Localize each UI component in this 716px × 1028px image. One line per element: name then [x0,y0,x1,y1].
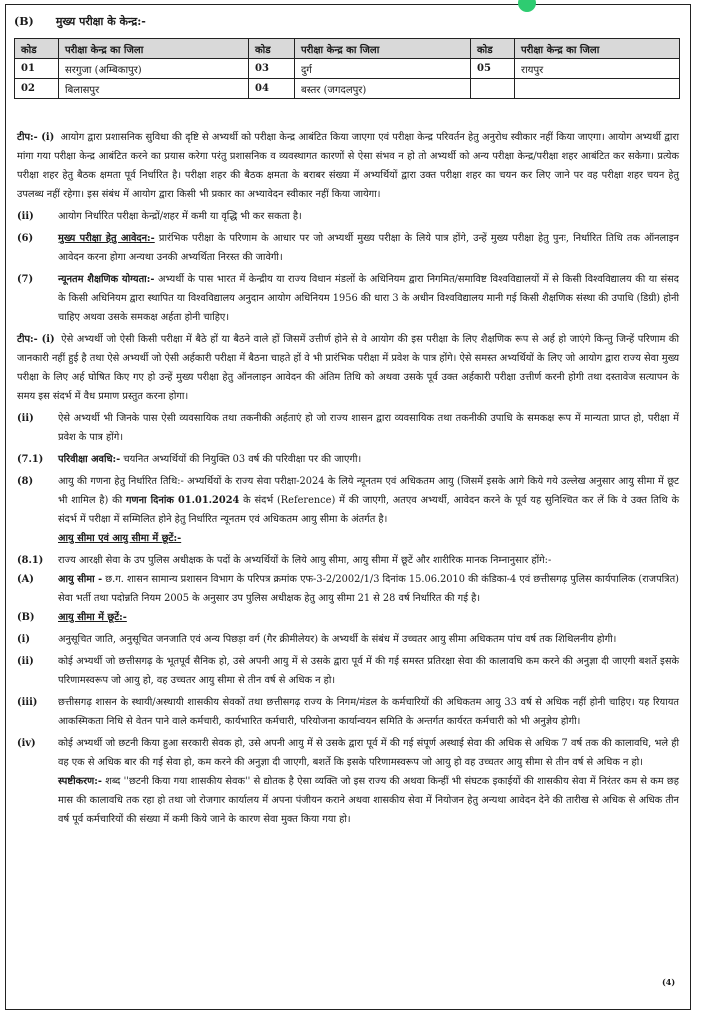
paragraph [17,734,679,772]
paragraph-text: राज्य आरक्षी सेवा के उप पुलिस अधीक्षक के पदों के अभ्यर्थियों के लिये आयु सीमा, आयु सीमा में छूटें और शारीरिक मानक निम्नानुसार होंगे:- [58,555,552,566]
age-limit-heading: आयु सीमा एवं आयु सीमा में छूटें:- [58,533,182,544]
table-header-cell: कोड [15,39,59,59]
paragraph-label: (B) [17,612,35,623]
paragraph [17,450,679,469]
paragraph [17,229,679,267]
table-cell: 01 [15,59,59,79]
paragraph-label: (iii) [17,697,38,708]
table-cell: 02 [15,79,59,99]
table-row [15,79,680,99]
reference-date: गणना दिनांक 01.01.2024 [125,495,240,506]
table-cell: रायपुर [515,59,680,79]
paragraph-heading: आयु सीमा में छूटें:- [58,612,127,623]
paragraph-label: (7.1) [17,454,44,465]
note-paragraph [17,330,679,406]
table-header-cell: कोड [249,39,295,59]
paragraph-text: आयु की गणना हेतु निर्धारित तिथि:- अभ्यर्थियों के राज्य सेवा परीक्षा-2024 के लिये न्यूनतम एवं अधिकतम आयु (जिसमें इसके आगे किये गये उल्लेख अनुसार आयु सीमा में छूट भी शामिल है) की [58,476,679,506]
paragraph-label: (iv) [17,738,36,749]
table-cell: बस्तर (जगदलपुर) [295,79,471,99]
paragraph [17,409,679,447]
paragraph [17,608,679,627]
table-cell [471,79,515,99]
table-cell: सरगुजा (अम्बिकापुर) [59,59,249,79]
paragraph-label: (8) [17,476,34,487]
paragraph-label: टीप:- (i) [17,132,55,143]
paragraph-label: (i) [17,634,30,645]
paragraph-heading: मुख्य परीक्षा हेतु आवेदन:- [58,233,155,244]
table-header-cell: परीक्षा केन्द्र का जिला [515,39,680,59]
table-header-row [15,39,680,59]
paragraph-label: (8.1) [17,555,44,566]
paragraph-text: अभ्यर्थी के पास भारत में केन्द्रीय या राज्य विधान मंडलों के अधिनियम द्वारा निगमित/समाविष्ट विश्वविद्यालयों में से किसी विश्वविद्यालय की या संसद के किसी अधिनियम द्वारा स्थापित या विश्वविद्यालय अनुदान आयोग अधिनियम 1956 की धारा 3 के अधीन विश्वविद्यालय मानी गई किसी शैक्षणिक संस्था की उपाधि (डिग्री) होनी चाहिए अथवा उसके समकक्ष अर्हता होनी चाहिए। [58,274,679,323]
paragraph [17,630,679,649]
table-cell: 05 [471,59,515,79]
document-body [17,128,679,829]
paragraph-text: अनुसूचित जाति, अनुसूचित जनजाति एवं अन्य पिछड़ा वर्ग (गैर क्रीमीलेयर) के अभ्यर्थी के संबंध में उच्चतर आयु सीमा अधिकतम पांच वर्ष तक शिथिलनीय होगी। [58,634,617,645]
paragraph [17,472,679,529]
paragraph-text: प्रारंभिक परीक्षा के परिणाम के आधार पर जो अभ्यर्थी मुख्य परीक्षा के लिये पात्र होंगे, उन्हें मुख्य परीक्षा हेतु पुनः, निर्धारित तिथि तक ऑनलाइन आवेदन करना होगा अन्यथा उनकी अभ्यर्थिता निरस्त की जावेगी। [58,233,679,263]
paragraph-label: (A) [17,574,34,585]
paragraph-heading: न्यूनतम शैक्षणिक योग्यता:- [58,274,155,285]
paragraph [17,570,679,608]
paragraph-text: ऐसे अभ्यर्थी जो ऐसी किसी परीक्षा में बैठे हों या बैठने वाले हों जिसमें उत्तीर्ण होने से वे आयोग की इस परीक्षा के लिए शैक्षणिक रूप से अर्ह हो जाएंगे किन्तु जिन्हें परिणाम की जानकारी नहीं हुई है तथा ऐसे अभ्यर्थी जो ऐसी अर्हकारी परीक्षा में बैठना चाहते हों वे भी प्रारंभिक परीक्षा में प्रवेश के पात्र होंगे। ऐसे समस्त अभ्यर्थियों के लिए जो आयोग द्वारा राज्य सेवा मुख्य परीक्षा के लिए अर्ह घोषित किए गए हो उन्हें मुख्य परीक्षा हेतु ऑनलाइन आवेदन की अंतिम तिथि को अथवा उसके पूर्व उक्त अर्हकारी परीक्षा उत्तीर्ण करनी होगी तथा दस्तावेज सत्यापन के समय इस संदर्भ में वैध प्रमाण प्रस्तुत करना होगा। [17,334,679,402]
paragraph-label: टीप:- (i) [17,334,55,345]
paragraph-heading: परिवीक्षा अवधि:- [58,454,121,465]
note-paragraph [17,128,679,204]
table-header-cell: कोड [471,39,515,59]
explanation-paragraph [17,772,679,829]
section-title: मुख्य परीक्षा के केन्द्र:- [55,15,146,28]
table-cell [515,79,680,99]
paragraph-text: ऐसे अभ्यर्थी भी जिनके पास ऐसी व्यवसायिक तथा तकनीकी अर्हताएं हो जो राज्य शासन द्वारा व्यवसायिक तथा तकनीकी उपाधि के समकक्ष रूप में मान्यता प्राप्त हो, परीक्षा में प्रवेश के पात्र होंगे। [58,413,679,443]
paragraph-heading: स्पष्टीकरण:- [58,776,102,787]
paragraph-text: शब्द ''छटनी किया गया शासकीय सेवक'' से द्योतक है ऐसा व्यक्ति जो इस राज्य की अथवा किन्हीं भी संघटक इकाईयों की शासकीय सेवा में निरंतर कम से कम छह मास की कालावधि तक रहा हो तथा जो रोजगार कार्यालय में अपना पंजीयन कराने अथवा शासकीय सेवा में नियोजन हेतु अन्यथा आवेदन देने की तारीख से अधिक से अधिक तीन वर्ष पूर्व कर्मचारियों की संख्या में कमी किये जाने के कारण सेवा मुक्त किया गया हो। [58,776,679,825]
table-cell: बिलासपुर [59,79,249,99]
paragraph [17,270,679,327]
paragraph-label: (ii) [17,211,34,222]
table-header-cell: परीक्षा केन्द्र का जिला [59,39,249,59]
table-cell: दुर्ग [295,59,471,79]
paragraph-text: आयोग निर्धारित परीक्षा केन्द्रों/शहर में कमी या वृद्धि भी कर सकता है। [58,211,302,222]
section-heading [14,14,146,29]
paragraph [17,207,679,226]
paragraph-label: (ii) [17,413,34,424]
paragraph [17,652,679,690]
subheading [17,529,679,548]
table-header-cell: परीक्षा केन्द्र का जिला [295,39,471,59]
paragraph-text: कोई अभ्यर्थी जो छटनी किया हुआ सरकारी सेवक हो, उसे अपनी आयु में से उसके द्वारा पूर्व में की गई संपूर्ण अस्थाई सेवा की अधिक से अधिक 7 वर्ष तक की कालावधि, भले ही वह एक से अधिक बार की गई सेवा हो, कम करने की अनुज्ञा दी जाएगी, बशर्ते कि इसके परिणामस्वरूप जो आयु हो वह उच्चतर आयु सीमा से तीन वर्ष से अधिक न हो। [58,738,679,768]
paragraph-text: छ.ग. शासन सामान्य प्रशासन विभाग के परिपत्र क्रमांक एफ-3-2/2002/1/3 दिनांक 15.06.2010 की कंडिका-4 एवं छत्तीसगढ़ पुलिस कार्यपालिक (राजपत्रित) सेवा भर्ती तथा पदोन्नति नियम 2005 के अनुसार उप पुलिस अधीक्षक हेतु आयु सीमा 21 से 28 वर्ष निर्धारित की गई है। [58,574,679,604]
paragraph-heading: आयु सीमा - [58,574,103,585]
table-cell: 04 [249,79,295,99]
table-row [15,59,680,79]
paragraph-text: कोई अभ्यर्थी जो छत्तीसगढ़ के भूतपूर्व सैनिक हो, उसे अपनी आयु में से उसके द्वारा पूर्व में की गई समस्त प्रतिरक्षा सेवा की कालावधि कम करने की अनुज्ञा दी जाएगी बशर्ते इसके परिणामस्वरूप जो आयु हो, वह उच्चतर आयु सीमा से तीन वर्ष से अधिक न हो। [58,656,679,686]
paragraph [17,693,679,731]
exam-centers-table [14,38,680,99]
paragraph-text: चयनित अभ्यर्थियों की नियुक्ति 03 वर्ष की परिवीक्षा पर की जाएगी। [123,454,362,465]
paragraph-text: छत्तीसगढ़ शासन के स्थायी/अस्थायी शासकीय सेवकों तथा छत्तीसगढ़ राज्य के निगम/मंडल के कर्मचारियों की अधिकतम आयु 33 वर्ष से अधिक नहीं होनी चाहिए। यह रियायत आकस्मिकता निधि से वेतन पाने वाले कर्मचारी, कार्यभारित कर्मचारी, परियोजना कार्यान्वयन समिति के अन्तर्गत कार्यरत कर्मचारी को भी अनुज्ञेय होगी। [58,697,679,727]
paragraph-label: (6) [17,233,34,244]
paragraph-text: के संदर्भ (Reference) में की जाएगी, अतएव अभ्यर्थी, आवेदन करने के पूर्व यह सुनिश्चित कर लें कि वे उक्त तिथि के संदर्भ में परीक्षा में सम्मिलित होने हेतु निर्धारित न्यूनतम एवं अधिकतम आयु सीमा के अंतर्गत है। [58,495,679,525]
page-number: (4) [662,977,676,987]
paragraph-label: (ii) [17,656,34,667]
paragraph-text: आयोग द्वारा प्रशासनिक सुविधा की दृष्टि से अभ्यर्थी को परीक्षा केन्द्र आबंटित किया जाएगा एवं परीक्षा केन्द्र परिवर्तन हेतु अनुरोध स्वीकार नहीं किया जाएगा। आयोग अभ्यर्थी द्वारा मांगा गया परीक्षा केन्द्र आबंटित करने का प्रयास करेगा परंतु प्रशासनिक व व्यवस्थागत कारणों से ऐसा संभव न हो तो अभ्यर्थी को अन्य परीक्षा केन्द्र/परीक्षा शहर आबंटित कर सकेगा। प्रत्येक परीक्षा शहर हेतु बैठक क्षमता पूर्व निर्धारित है। परीक्षा शहर की बैठक क्षमता के बराबर संख्या में अभ्यर्थियों द्वारा उक्त परीक्षा शहर का चयन कर लिए जाने पर वह परीक्षा शहर चयन हेतु उपलब्ध नहीं रहेगा। इस संबंध में आयोग द्वारा किसी भी प्रकार का अभ्यावेदन स्वीकार नहीं किया जायेगा। [17,132,679,200]
table-cell: 03 [249,59,295,79]
section-number: (B) [14,15,34,28]
paragraph [17,551,679,570]
paragraph-label: (7) [17,274,34,285]
